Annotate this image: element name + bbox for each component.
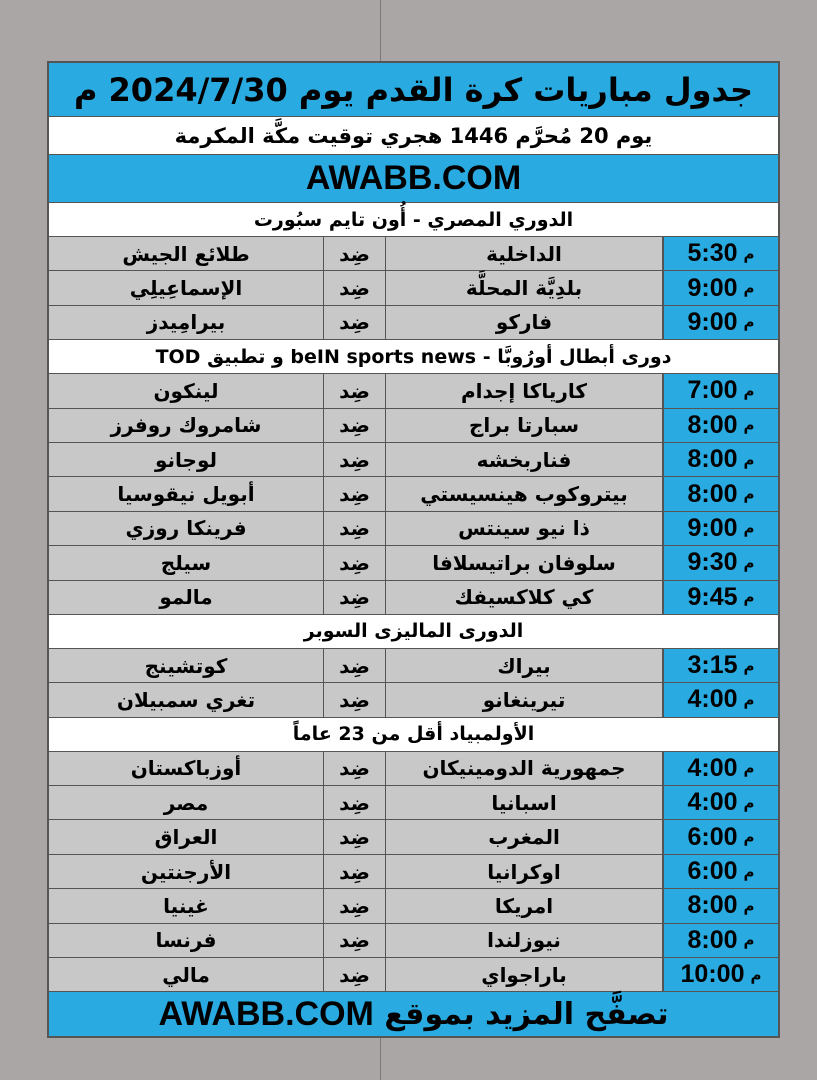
time-period: م [743, 381, 755, 400]
away-team: شامروك روفرز [110, 413, 262, 438]
match-row [49, 855, 778, 889]
match-row [49, 546, 778, 580]
versus-label: ضِد [323, 581, 385, 614]
home-team: بيراك [385, 649, 662, 682]
versus-label: ضِد [323, 443, 385, 476]
section-header: الدورى الماليزى السوبر [49, 615, 778, 649]
time-period: م [743, 862, 755, 881]
versus-label: ضِد [323, 958, 385, 991]
time-value: 4:00 [687, 753, 738, 782]
time-period: م [743, 690, 755, 709]
versus-label: ضِد [323, 306, 385, 339]
sections-container [49, 203, 778, 992]
away-team: تغري سمبيلان [116, 687, 256, 712]
versus-label: ضِد [323, 889, 385, 922]
time-value: 8:00 [687, 479, 738, 508]
away-team: بيرامِيدز [146, 310, 226, 335]
match-time [662, 374, 778, 407]
versus-label: ضِد [323, 477, 385, 510]
time-period: م [743, 279, 755, 298]
time-value: 10:00 [680, 960, 745, 989]
time-period: م [743, 828, 755, 847]
time-value: 8:00 [687, 925, 738, 954]
home-team: كارياكا إجدام [385, 374, 662, 407]
match-time [662, 924, 778, 957]
time-period: م [743, 931, 755, 950]
versus-label: ضِد [323, 752, 385, 785]
match-row [49, 820, 778, 854]
home-team: كي كلاكسيفك [385, 581, 662, 614]
away-team: فرنسا [155, 928, 217, 953]
section-header: الأولمبياد أقل من 23 عاماً [49, 718, 778, 752]
match-row [49, 649, 778, 683]
home-team: اوكرانيا [385, 855, 662, 888]
match-row [49, 889, 778, 923]
time-value: 9:45 [687, 582, 738, 611]
home-team: تيرينغانو [385, 683, 662, 716]
match-row [49, 271, 778, 305]
versus-label: ضِد [323, 786, 385, 819]
time-value: 3:15 [687, 651, 738, 680]
match-row [49, 683, 778, 717]
match-row [49, 409, 778, 443]
site-banner[interactable]: AWABB.COM [49, 155, 778, 203]
away-team: لوجانو [154, 447, 218, 472]
time-value: 8:00 [687, 410, 738, 439]
match-time [662, 752, 778, 785]
time-value: 7:00 [687, 376, 738, 405]
time-period: م [743, 485, 755, 504]
time-value: 9:30 [687, 548, 738, 577]
time-value: 6:00 [687, 822, 738, 851]
away-team: الأرجنتين [140, 859, 232, 884]
away-team: مصر [163, 790, 209, 815]
away-team: مالمو [159, 585, 213, 610]
match-time [662, 786, 778, 819]
match-row [49, 477, 778, 511]
match-time [662, 889, 778, 922]
match-time [662, 581, 778, 614]
match-row [49, 786, 778, 820]
time-period: م [750, 965, 762, 984]
away-team: الإسماعِيلِي [129, 276, 243, 301]
match-time [662, 649, 778, 682]
home-team: بلدِيَّة المحلَّة [385, 271, 662, 304]
time-period: م [743, 759, 755, 778]
footer-site[interactable]: AWABB.COM [158, 994, 374, 1033]
away-team: طلائع الجيش [122, 241, 250, 266]
versus-label: ضِد [323, 271, 385, 304]
match-row [49, 306, 778, 340]
match-time [662, 958, 778, 991]
match-time [662, 820, 778, 853]
time-value: 9:00 [687, 307, 738, 336]
time-period: م [743, 244, 755, 263]
versus-label: ضِد [323, 924, 385, 957]
match-row [49, 512, 778, 546]
section-header: الدوري المصري - أُون تايم سبُورت [49, 203, 778, 237]
away-team: العراق [154, 825, 218, 850]
away-team: فرينكا روزي [125, 516, 247, 541]
time-period: م [743, 416, 755, 435]
away-team: سيلج [160, 550, 212, 575]
section-header: دورى أبطال أورُوبَّا - beIN sports news و تطبيق TOD [49, 340, 778, 374]
match-row [49, 443, 778, 477]
footer-text: تصفَّح المزيد بموقع [384, 996, 669, 1032]
home-team: الداخلية [385, 237, 662, 270]
schedule-title: جدول مباريات كرة القدم يوم 2024/7/30 م [49, 63, 778, 117]
hijri-date-line: يوم 20 مُحرَّم 1446 هجري توقيت مكَّة المكرمة [49, 117, 778, 155]
match-time [662, 477, 778, 510]
versus-label: ضِد [323, 855, 385, 888]
match-row [49, 374, 778, 408]
time-period: م [743, 450, 755, 469]
home-team: اسبانيا [385, 786, 662, 819]
versus-label: ضِد [323, 237, 385, 270]
away-team: أبويل نيقوسيا [117, 482, 255, 507]
home-team: جمهورية الدومينيكان [385, 752, 662, 785]
match-time [662, 546, 778, 579]
time-value: 9:00 [687, 273, 738, 302]
versus-label: ضِد [323, 820, 385, 853]
home-team: ذا نيو سينتس [385, 512, 662, 545]
time-period: م [743, 313, 755, 332]
match-row [49, 752, 778, 786]
time-value: 4:00 [687, 685, 738, 714]
away-team: غينيا [163, 893, 209, 918]
match-row [49, 924, 778, 958]
time-period: م [743, 588, 755, 607]
time-period: م [743, 656, 755, 675]
home-team: امريكا [385, 889, 662, 922]
match-schedule-table [47, 61, 780, 1038]
match-row [49, 581, 778, 615]
time-period: م [743, 553, 755, 572]
time-period: م [743, 793, 755, 812]
match-time [662, 512, 778, 545]
footer-banner[interactable] [49, 992, 778, 1036]
versus-label: ضِد [323, 512, 385, 545]
time-value: 8:00 [687, 891, 738, 920]
versus-label: ضِد [323, 546, 385, 579]
match-row [49, 958, 778, 992]
time-value: 4:00 [687, 788, 738, 817]
away-team: مالي [162, 962, 210, 987]
match-time [662, 271, 778, 304]
time-period: م [743, 519, 755, 538]
time-value: 8:00 [687, 445, 738, 474]
match-time [662, 855, 778, 888]
match-time [662, 443, 778, 476]
versus-label: ضِد [323, 374, 385, 407]
versus-label: ضِد [323, 683, 385, 716]
time-value: 9:00 [687, 513, 738, 542]
time-value: 6:00 [687, 857, 738, 886]
away-team: لينكون [153, 378, 219, 403]
home-team: سبارتا براج [385, 409, 662, 442]
match-time [662, 409, 778, 442]
away-team: أوزباكستان [130, 756, 242, 781]
home-team: سلوفان براتيسلافا [385, 546, 662, 579]
match-time [662, 237, 778, 270]
match-row [49, 237, 778, 271]
home-team: المغرب [385, 820, 662, 853]
time-value: 5:30 [687, 239, 738, 268]
match-time [662, 306, 778, 339]
home-team: فناربخشه [385, 443, 662, 476]
home-team: فاركو [385, 306, 662, 339]
away-team: كوتشينج [144, 653, 228, 678]
home-team: نيوزلندا [385, 924, 662, 957]
time-period: م [743, 896, 755, 915]
versus-label: ضِد [323, 649, 385, 682]
home-team: باراجواي [385, 958, 662, 991]
home-team: بيتروكوب هينسيستي [385, 477, 662, 510]
match-time [662, 683, 778, 716]
versus-label: ضِد [323, 409, 385, 442]
